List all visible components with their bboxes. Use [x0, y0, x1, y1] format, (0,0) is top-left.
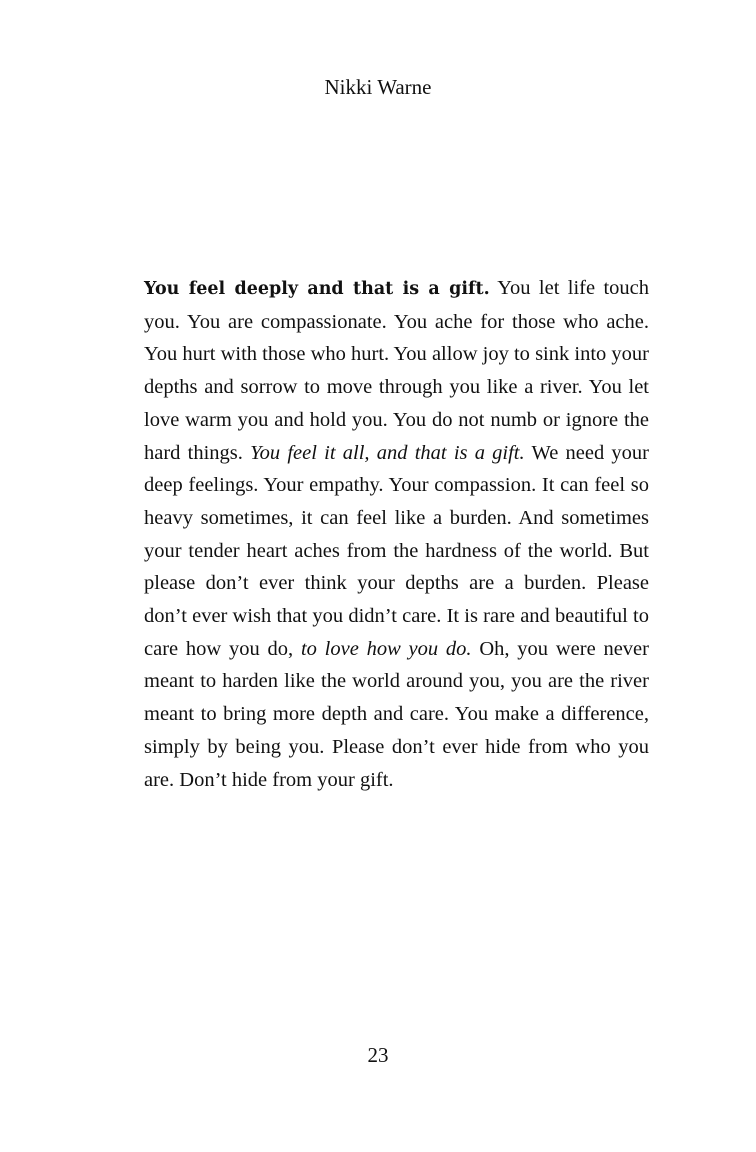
paragraph-text: Oh, you were never meant to harden like the world around you, you are the river meant to bring more depth and care. You make a difference, simply by being you. Please don’t ever hide from who you are. Don’t hide from your gift.	[144, 637, 649, 791]
lead-sentence: You feel deeply and that is a gift.	[144, 279, 490, 299]
italic-phrase: You feel it all, and that is a gift.	[250, 441, 525, 464]
page-number: 23	[367, 1043, 389, 1067]
paragraph-text: We need your deep feelings. Your empathy. Your compassion. It can feel so heavy sometimes, it can feel like a burden. And sometimes your tender heart aches from the hardness of the world. But please don’t ever think your depths are a burden. Please don’t ever wish that you didn’t care. It is rare and beautiful to care how you do,	[144, 441, 649, 660]
paragraph-text: You let life touch you. You are compassionate. You ache for those who ache. You hurt with those who hurt. You allow joy to sink into your depths and sorrow to move through you like a river. You let love warm you and hold you. You do not numb or ignore the hard things.	[144, 277, 650, 464]
body-paragraph	[144, 272, 649, 796]
running-head-author: Nikki Warne	[324, 75, 432, 99]
italic-phrase: to love how you do.	[300, 637, 472, 660]
